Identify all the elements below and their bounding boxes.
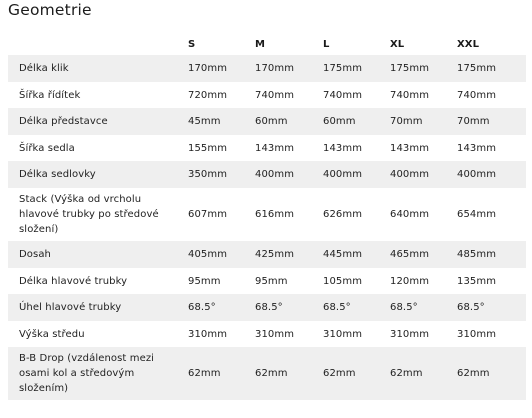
cell-value: 740mm <box>323 89 363 101</box>
cell-value: 143mm <box>457 142 497 154</box>
cell-value: 105mm <box>323 275 363 287</box>
cell-value: 70mm <box>382 108 449 135</box>
cell-value: 170mm <box>180 55 247 82</box>
cell-value: 60mm <box>315 108 382 135</box>
cell-value: 720mm <box>188 89 228 101</box>
cell-value: 607mm <box>188 209 228 220</box>
header-cell-l: L <box>323 39 330 50</box>
geometry-table <box>8 34 526 400</box>
cell-value: 120mm <box>390 275 430 287</box>
row-label: Úhel hlavové trubky <box>8 294 180 321</box>
cell-value: 310mm <box>323 328 363 340</box>
cell-value: 445mm <box>315 241 382 268</box>
cell-value: 654mm <box>457 209 497 220</box>
cell-value: 425mm <box>247 241 315 268</box>
cell-value: 740mm <box>255 89 295 101</box>
cell-value: 350mm <box>180 161 247 188</box>
cell-value: 68.5° <box>180 294 247 321</box>
cell-value: 68.5° <box>315 294 382 321</box>
table-row <box>8 268 526 294</box>
table-row <box>8 82 526 108</box>
cell-value: 175mm <box>315 55 382 82</box>
cell-value: 143mm <box>323 142 363 154</box>
cell-value: 400mm <box>382 161 449 188</box>
cell-value: 640mm <box>390 209 430 220</box>
table-row <box>8 347 526 400</box>
row-label: Délka představce <box>8 108 180 135</box>
cell-value: 62mm <box>449 347 526 400</box>
header-cell-xxl: XXL <box>457 39 480 50</box>
cell-value: 310mm <box>457 328 497 340</box>
cell-value: 95mm <box>255 275 288 287</box>
row-label: Dosah <box>8 241 180 268</box>
cell-value: 143mm <box>255 142 295 154</box>
cell-value: 175mm <box>449 55 526 82</box>
cell-value: 170mm <box>247 55 315 82</box>
cell-value: 62mm <box>382 347 449 400</box>
table-row <box>8 294 526 321</box>
cell-value: 616mm <box>255 209 295 220</box>
cell-value: 95mm <box>188 275 221 287</box>
cell-value: 465mm <box>382 241 449 268</box>
row-label: Šířka řídítek <box>19 89 81 101</box>
table-row <box>8 321 526 347</box>
row-label: Šířka sedla <box>19 142 75 154</box>
cell-value: 310mm <box>390 328 430 340</box>
header-cell-label <box>8 34 180 55</box>
cell-value: 62mm <box>315 347 382 400</box>
cell-value: 740mm <box>390 89 430 101</box>
cell-value: 310mm <box>188 328 228 340</box>
cell-value: 68.5° <box>382 294 449 321</box>
cell-value: 175mm <box>382 55 449 82</box>
table-row <box>8 161 526 188</box>
cell-value: 626mm <box>323 209 363 220</box>
cell-value: 60mm <box>247 108 315 135</box>
header-cell-xl: XL <box>390 39 405 50</box>
cell-value: 485mm <box>449 241 526 268</box>
header-cell-m: M <box>255 39 266 50</box>
row-label: B-B Drop (vzdálenost mezi osami kol a středovým složením) <box>8 347 180 400</box>
row-label: Délka hlavové trubky <box>19 275 128 287</box>
cell-value: 310mm <box>255 328 295 340</box>
cell-value: 62mm <box>180 347 247 400</box>
cell-value: 400mm <box>315 161 382 188</box>
cell-value: 740mm <box>457 89 497 101</box>
cell-value: 70mm <box>449 108 526 135</box>
cell-value: 68.5° <box>247 294 315 321</box>
row-label: Stack (Výška od vrcholu hlavové trubky po středové složení) <box>19 194 159 235</box>
cell-value: 405mm <box>180 241 247 268</box>
table-row <box>8 241 526 268</box>
row-label: Délka sedlovky <box>8 161 180 188</box>
row-label: Výška středu <box>19 328 85 340</box>
header-cell-s: S <box>188 39 196 50</box>
cell-value: 155mm <box>188 142 228 154</box>
cell-value: 143mm <box>390 142 430 154</box>
cell-value: 400mm <box>449 161 526 188</box>
cell-value: 45mm <box>180 108 247 135</box>
table-row <box>8 135 526 161</box>
cell-value: 68.5° <box>449 294 526 321</box>
table-header-row <box>8 34 526 55</box>
row-label: Délka klik <box>8 55 180 82</box>
cell-value: 62mm <box>247 347 315 400</box>
table-row <box>8 108 526 135</box>
page-title: Geometrie <box>8 1 92 19</box>
cell-value: 135mm <box>457 275 497 287</box>
cell-value: 400mm <box>247 161 315 188</box>
table-row <box>8 188 526 241</box>
table-row <box>8 55 526 82</box>
